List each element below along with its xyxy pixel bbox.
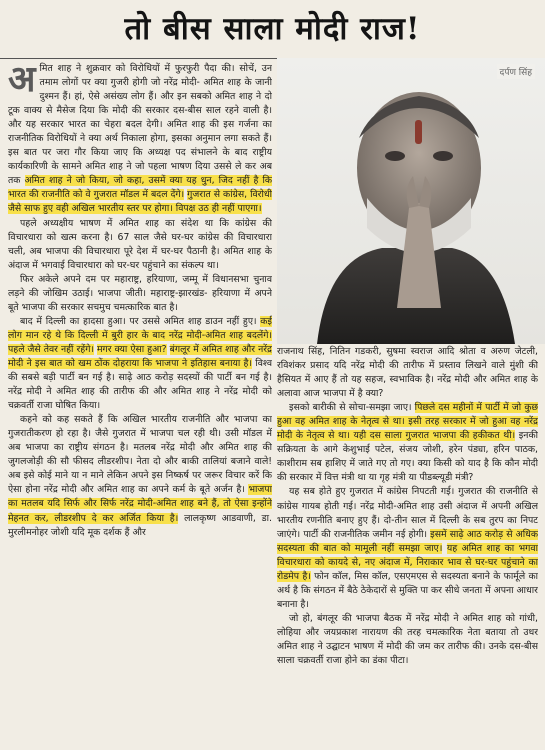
highlight-1: अमित शाह ने जो किया, जो कहा, उसमें क्या यह धुन, जिद नहीं है कि भारत की राजनीति को वे गुजरात मॉडल में बदल देंगे। [8,175,272,201]
highlight-2: गुजरात से कांग्रेस, विरोधी जैसे साफ हुए वही अखिल भारतीय स्तर पर होगा। विपक्ष उठ ही नहीं पाएगा। [8,189,272,215]
text-run: इनकी सक्रियता के आगे केशुभाई पटेल, संजय जोशी, हरेन पंड्या, हरिन पाठक, काशीराम सब हाशिए में जाते गए तो गए। क्या किसी को याद है कि कौन मोदी की सरकार में वित्त मंत्री था या गृह मंत्री या पीडब्ल्यूडी मंत्री? [277,430,538,484]
photo-caption: दर्पण सिंह [497,64,535,79]
paragraph-6: राजनाथ सिंह, नितिन गडकरी, सुषमा स्वराज आदि श्रोता व अरुण जेटली, रविशंकर प्रसाद यदि नरेंद्र मोदी की तारीफ में प्रस्ताव लिखने वाले मुंशी की हैसियत में आए हैं तो यह सहज, स्वभाविक है। नरेंद्र मोदी और अमित शाह के अलावा आज भाजपा में है क्या? [277,346,538,400]
highlight-7: पिछले दस महीनों में पार्टी में जो कुछ हुआ वह अमित शाह के नेतृत्व से था। इसी तरह सरकार में जो हुआ वह नरेंद्र मोदी के नेतृत्व से था। यही दस साला गुजरात भाजपा की हकीकत थी। [277,402,538,442]
right-column [277,345,538,748]
text-run: मित शाह ने शुक्रवार को विरोधियों में फुरफुरी पैदा की। सोचें, उन तमाम लोगों पर क्या गुजरी होगी जो नरेंद्र मोदी- अमित शाह के जानी दुश्मन हैं। हां, ऐसे असंख्य लोग हैं। और इन सबको अमित शाह ने दो टूक वाक्य से मैसेज दिया कि मोदी की सरकार दस-बीस साल रहने वाली है। और यह सरकार भारत का चेहरा बदल देगी। अमित शाह की इस गर्जना का राजनीतिक विरोधियों ने क्या अर्थ निकाला होगा, इसका अनुमान लगा सकते हैं। इस बात पर जरा गौर किया जाए कि अध्यक्ष पद संभालने के बाद राष्ट्रीय कार्यकारिणी के सामने अमित शाह ने जो पहला भाषण दिया उससे ले कर अब तक [8,63,272,187]
text-run: लालकृष्ण आडवाणी, डा. मुरलीमनोहर जोशी यदि मूक दर्शक हैं और [8,512,272,538]
paragraph-8 [277,485,538,611]
text-run: विश्व की सबसे बड़ी पार्टी बन गई है। साढ़े आठ करोड़ सदस्यों की पार्टी बन गई है। नरेंद्र मोदी ने अमित शाह की तारीफ की और अमित शाह ने नरेंद्र मोदी को चक्रवर्ती राजा घोषित किया। [8,357,272,412]
paragraph-9: जो हो, बंगलूर की भाजपा बैठक में नरेंद्र मोदी ने अमित शाह को गांधी, लोहिया और जयप्रकाश नारायण की तरह चमत्कारिक नेता बताया तो उधर अमित शाह ने उद्घाटन भाषण में मोदी की जम कर तारीफ की। उनके दस-बीस साला चक्रवर्ती राजा होने का डंका पीटा। [277,612,538,667]
text-run: कहने को कह सकते हैं कि अखिल भारतीय राजनीति और भाजपा का गुजरातीकरण हो रहा है। जैसे गुजरात में भाजपा चल रही थी। उसी मॉडल में अब भाजपा का राष्ट्रीय संगठन है। मतलब नरेंद्र मोदी और अमित शाह की जुगलजोड़ी की सौ फीसद लीडरशीप। नेता दो और बाकी तालियां बजाने वाले! अब इसे कोई माने या न माने लेकिन अपने इस निष्कर्ष पर जरूर विचार करें कि ऐसा होना नरेंद्र मोदी और अमित शाह का अपने कर्म के बूते अर्जन है। [8,414,272,496]
highlight-3: कई लोग मान रहे थे कि दिल्ली में बुरी हार के बाद नरेंद्र मोदी-अमित शाह बदलेंगे। पहले जैसे तेवर नहीं रहेंगे। [8,315,272,355]
text-run: यह सब होते हुए गुजरात में कांग्रेस निपटती गई। गुजरात की राजनीति से कांग्रेस गायब होती गई। नरेंद्र मोदी-अमित शाह उसी अंदाज में अपनी अखिल भारतीय रणनीति बनाए हुए हैं। दो-तीन साल में दिल्ली के सब तुरप का निपट जाएंगे। पार्टी की राजनीतिक जमीन नई होगी। [277,486,538,540]
text-run: फोन कॉल, मिस कॉल, एसएमएस से सदस्यता बनाने के फार्मूले का अर्थ है कि संगठन में बैठे ठेकेदारों से मुक्ति पा कर सीधे जनता में अपना आधार बनाना है। [277,570,538,610]
paragraph-2: पहले अध्यक्षीय भाषण में अमित शाह का संदेश था कि कांग्रेस की विचारधारा को खत्म करना है। 67 साल जैसे घर-घर कांग्रेस की विचारधारा चली, अब भाजपा की विचारधारा पूरे देश में घर-घर पैठानी है। अमित शाह के अंदाज में भगवाई विचारधारा को घर-घर पहुंचाने का संकल्प था। [8,217,272,271]
paragraph-4 [8,315,272,413]
photo-amit-shah [277,58,545,344]
left-column [8,62,272,748]
text-run: बाद में दिल्ली का हादसा हुआ। पर उससे अमित शाह डाउन नहीं हुए। [20,315,257,327]
highlight-8: इसमें साढ़े आठ करोड़ से अधिक सदस्यता की बात को मामूली नहीं समझा जाए। [277,528,538,554]
highlight-4: मगर क्या ऐसा हुआ? [96,343,167,355]
paragraph-1 [8,62,272,217]
paragraph-3: फिर अकेले अपने दम पर महाराष्ट्र, हरियाणा, जम्मू में विधानसभा चुनाव लड़ने की जोखिम उठाई। भाजपा जीती। महाराष्ट्र-झारखंड- हरियाणा में अपने बूते भाजपा की सरकार सचमुच चमत्कारिक बात है। [8,273,272,313]
portrait-illustration [277,58,545,344]
highlight-9: यह अमित शाह का भगवा विचारधारा को कायदे से, नए अंदाज में, निराकार भाव से घर-घर पहुंचाने का रोडमेप है। [277,542,538,582]
highlight-5: बंगलूर में अमित शाह और नरेंद्र मोदी ने इस बात को खम ठोंक दोहराया कि भाजपा ने इतिहास बनाया है। [8,343,272,369]
text-run: इसको बारीकी से सोचा-समझा जाए। [289,402,412,414]
headline: तो बीस साला मोदी राज! [124,11,421,47]
paragraph-5 [8,413,272,539]
highlight-6: भाजपा का मतलब यदि सिर्फ और सिर्फ नरेंद्र मोदी-अमित शाह बने हैं, तो ऐसा इन्होंने मेहनत कर, लीडरशीप दे कर अर्जित किया है। [8,484,272,524]
paragraph-7 [277,401,538,485]
dropcap: अ [8,62,36,100]
